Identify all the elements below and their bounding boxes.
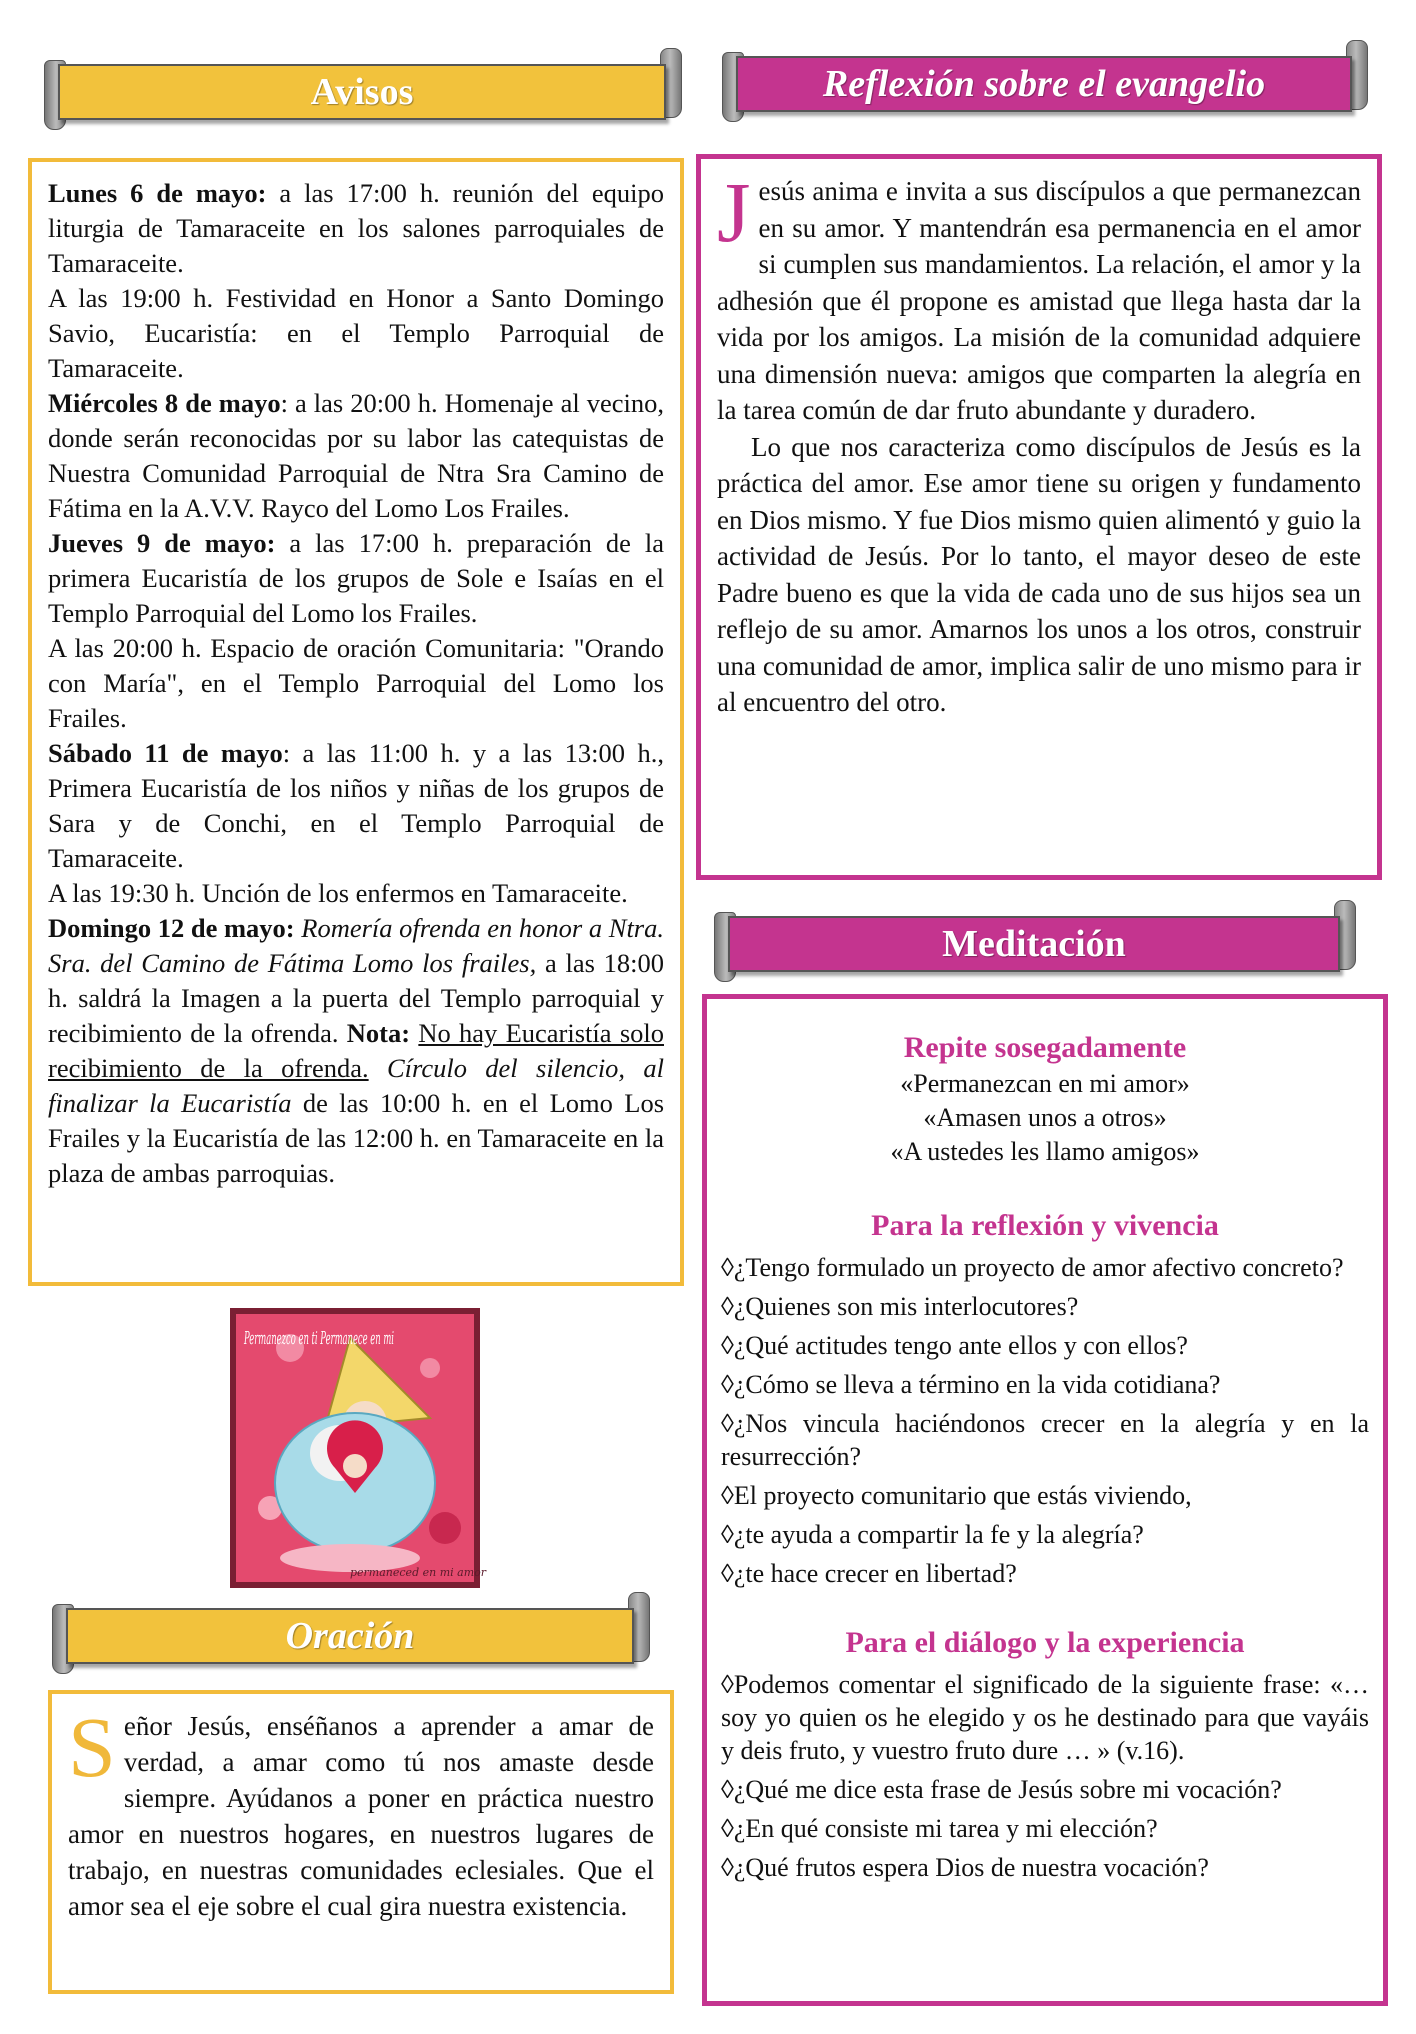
reflexion-paragraph-1: esús anima e invita a sus discípulos a que permanezcan en su amor. Y mantendrán esa permanencia en el amor si cumplen sus mandamientos. La relación, el amor y la adhesión que él propone es amistad que llega hasta dar la vida por los amigos. La misión de la comunidad adquiere una dimensión nueva: amigos que comparten la alegría en la tarea común de dar fruto abundante y duradero. — [717, 176, 1361, 425]
avisos-banner-bar — [58, 64, 666, 120]
aviso-nota-label: Nota: — [346, 1018, 411, 1048]
aviso-text: A las 20:00 h. Espacio de oración Comunitaria: "Orando con María", en el Templo Parroquial del Lomo los Frailes. — [48, 633, 664, 733]
meditacion-banner-bar — [728, 916, 1340, 972]
aviso-item — [48, 281, 664, 386]
question-item: ◊El proyecto comunitario que estás viviendo, — [721, 1481, 1192, 1510]
reflexion-vivencia-heading: Para la reflexión y vivencia — [871, 1209, 1219, 1242]
illustration-caption-top: Permanezco en ti Permanece en mi — [243, 1328, 394, 1349]
question-item: ◊¿Qué frutos espera Dios de nuestra vocación? — [721, 1853, 1209, 1882]
oracion-box — [48, 1690, 674, 1994]
oracion-banner — [52, 1592, 652, 1674]
reflexion-banner-bar — [736, 56, 1352, 112]
question-item: ◊Podemos comentar el significado de la siguiente frase: «… soy yo quien os he elegido y os he destinado para que vayáis y deis fruto, y vuestro fruto dure … » (v.16). — [721, 1670, 1369, 1765]
reflexion-dropcap: J — [717, 164, 751, 260]
question-item: ◊¿Quienes son mis interlocutores? — [721, 1292, 1079, 1321]
question-item: ◊¿te ayuda a compartir la fe y la alegría? — [721, 1520, 1144, 1549]
aviso-domingo-date: Domingo 12 de mayo: — [48, 913, 295, 943]
aviso-date: Lunes 6 de mayo: — [48, 178, 267, 208]
meditacion-box — [702, 994, 1388, 2006]
oracion-banner-bar — [66, 1608, 634, 1664]
repite-heading: Repite sosegadamente — [903, 1031, 1187, 1064]
aviso-circulo-text: de las 10:00 h. en el Lomo Los Frailes y la Eucaristía de las 12:00 h. en Tamaraceite en la plaza de ambas parroquias. — [48, 1088, 665, 1188]
question-item: ◊¿Qué me dice esta frase de Jesús sobre mi vocación? — [721, 1775, 1282, 1804]
aviso-circulo: Círculo del silencio, al finalizar la Eucaristía — [48, 1053, 665, 1118]
meditacion-title: Meditación — [942, 923, 1126, 965]
question-item: ◊¿Cómo se lleva a término en la vida cotidiana? — [721, 1370, 1221, 1399]
meditacion-banner — [714, 900, 1358, 982]
question-item: ◊¿En qué consiste mi tarea y mi elección? — [721, 1814, 1158, 1843]
avisos-title: Avisos — [310, 71, 414, 113]
question-item: ◊¿Qué actitudes tengo ante ellos y con ellos? — [721, 1331, 1188, 1360]
aviso-item — [48, 176, 664, 281]
aviso-item — [48, 386, 664, 526]
aviso-text: : a las 20:00 h. Homenaje al vecino, donde serán reconocidas por su labor las catequistas de Nuestra Comunidad Parroquial de Ntra Sra Camino de Fátima en la A.V.V. Rayco del Lomo Los Frailes. — [48, 388, 664, 523]
question-item: ◊¿te hace crecer en libertad? — [721, 1559, 1017, 1588]
repite-line: «Amasen unos a otros» — [923, 1103, 1167, 1132]
aviso-text: : a las 11:00 h. y a las 13:00 h., Primera Eucaristía de los niños y niñas de los grupos de Sara y de Conchi, en el Templo Parroquial de Tamaraceite. — [48, 738, 664, 873]
illustration-image — [230, 1308, 487, 1588]
aviso-nota-text: No hay Eucaristía solo recibimiento de la ofrenda. — [48, 1018, 664, 1083]
repite-lines — [721, 1067, 1369, 1169]
oracion-text: eñor Jesús, enséñanos a aprender a amar de verdad, a amar como tú nos amaste desde siempre. Ayúdanos a poner en práctica nuestro amor en nuestros hogares, en nuestros lugares de trabajo, en nuestras comunidades eclesiales. Que el amor sea el eje sobre el cual gira nuestra existencia. — [68, 1711, 654, 1921]
reflexion-title: Reflexión sobre el evangelio — [822, 63, 1266, 105]
avisos-box — [28, 158, 684, 1286]
avisos-list — [48, 176, 664, 911]
oracion-dropcap: S — [68, 1699, 116, 1795]
aviso-text: A las 19:00 h. Festividad en Honor a Santo Domingo Savio, Eucaristía: en el Templo Parroquial de Tamaraceite. — [48, 283, 664, 383]
dialogo-list — [721, 1668, 1369, 1884]
aviso-text: a las 17:00 h. preparación de la primera Eucaristía de los grupos de Sole e Isaías en el Templo Parroquial del Lomo los Frailes. — [48, 528, 664, 628]
reflexion-banner — [722, 40, 1370, 122]
avisos-banner — [44, 48, 684, 130]
aviso-date: Miércoles 8 de mayo — [48, 388, 281, 418]
aviso-item — [48, 631, 664, 736]
aviso-domingo-text: a las 18:00 h. saldrá la Imagen a la puerta del Templo parroquial y recibimiento de la ofrenda. — [48, 948, 665, 1048]
aviso-item — [48, 876, 664, 911]
aviso-date: Jueves 9 de mayo: — [48, 528, 276, 558]
aviso-domingo-romeria: Romería ofrenda en honor a Ntra. Sra. del Camino de Fátima Lomo los frailes, — [48, 913, 664, 978]
repite-line: «A ustedes les llamo amigos» — [890, 1137, 1200, 1166]
repite-line: «Permanezcan en mi amor» — [900, 1069, 1190, 1098]
question-item: ◊¿Nos vincula haciéndonos crecer en la alegría y en la resurrección? — [721, 1409, 1369, 1471]
oracion-title: Oración — [285, 1615, 415, 1657]
reflexion-paragraph-2: Lo que nos caracteriza como discípulos de Jesús es la práctica del amor. Ese amor tiene su origen y fundamento en Dios mismo. Y fue Dios mismo quien alimentó y guio la actividad de Jesús. Por lo tanto, el mayor deseo de este Padre bueno es que la vida de cada uno de sus hijos sea un reflejo de su amor. Amarnos los unos a los otros, construir una comunidad de amor, implica salir de uno mismo para ir al encuentro del otro. — [717, 431, 1361, 717]
aviso-item — [48, 736, 664, 876]
question-item: ◊¿Tengo formulado un proyecto de amor afectivo concreto? — [721, 1253, 1344, 1282]
aviso-domingo — [48, 911, 664, 1191]
reflexion-vivencia-list — [721, 1251, 1369, 1590]
reflexion-box — [696, 154, 1382, 880]
aviso-item — [48, 526, 664, 631]
aviso-date: Sábado 11 de mayo — [48, 738, 283, 768]
aviso-text: a las 17:00 h. reunión del equipo liturgia de Tamaraceite en los salones parroquiales de Tamaraceite. — [48, 178, 664, 278]
aviso-text: A las 19:30 h. Unción de los enfermos en Tamaraceite. — [48, 878, 628, 908]
illustration-caption-bottom: permaneced en mi amor — [350, 1566, 487, 1579]
dialogo-heading: Para el diálogo y la experiencia — [845, 1626, 1245, 1659]
